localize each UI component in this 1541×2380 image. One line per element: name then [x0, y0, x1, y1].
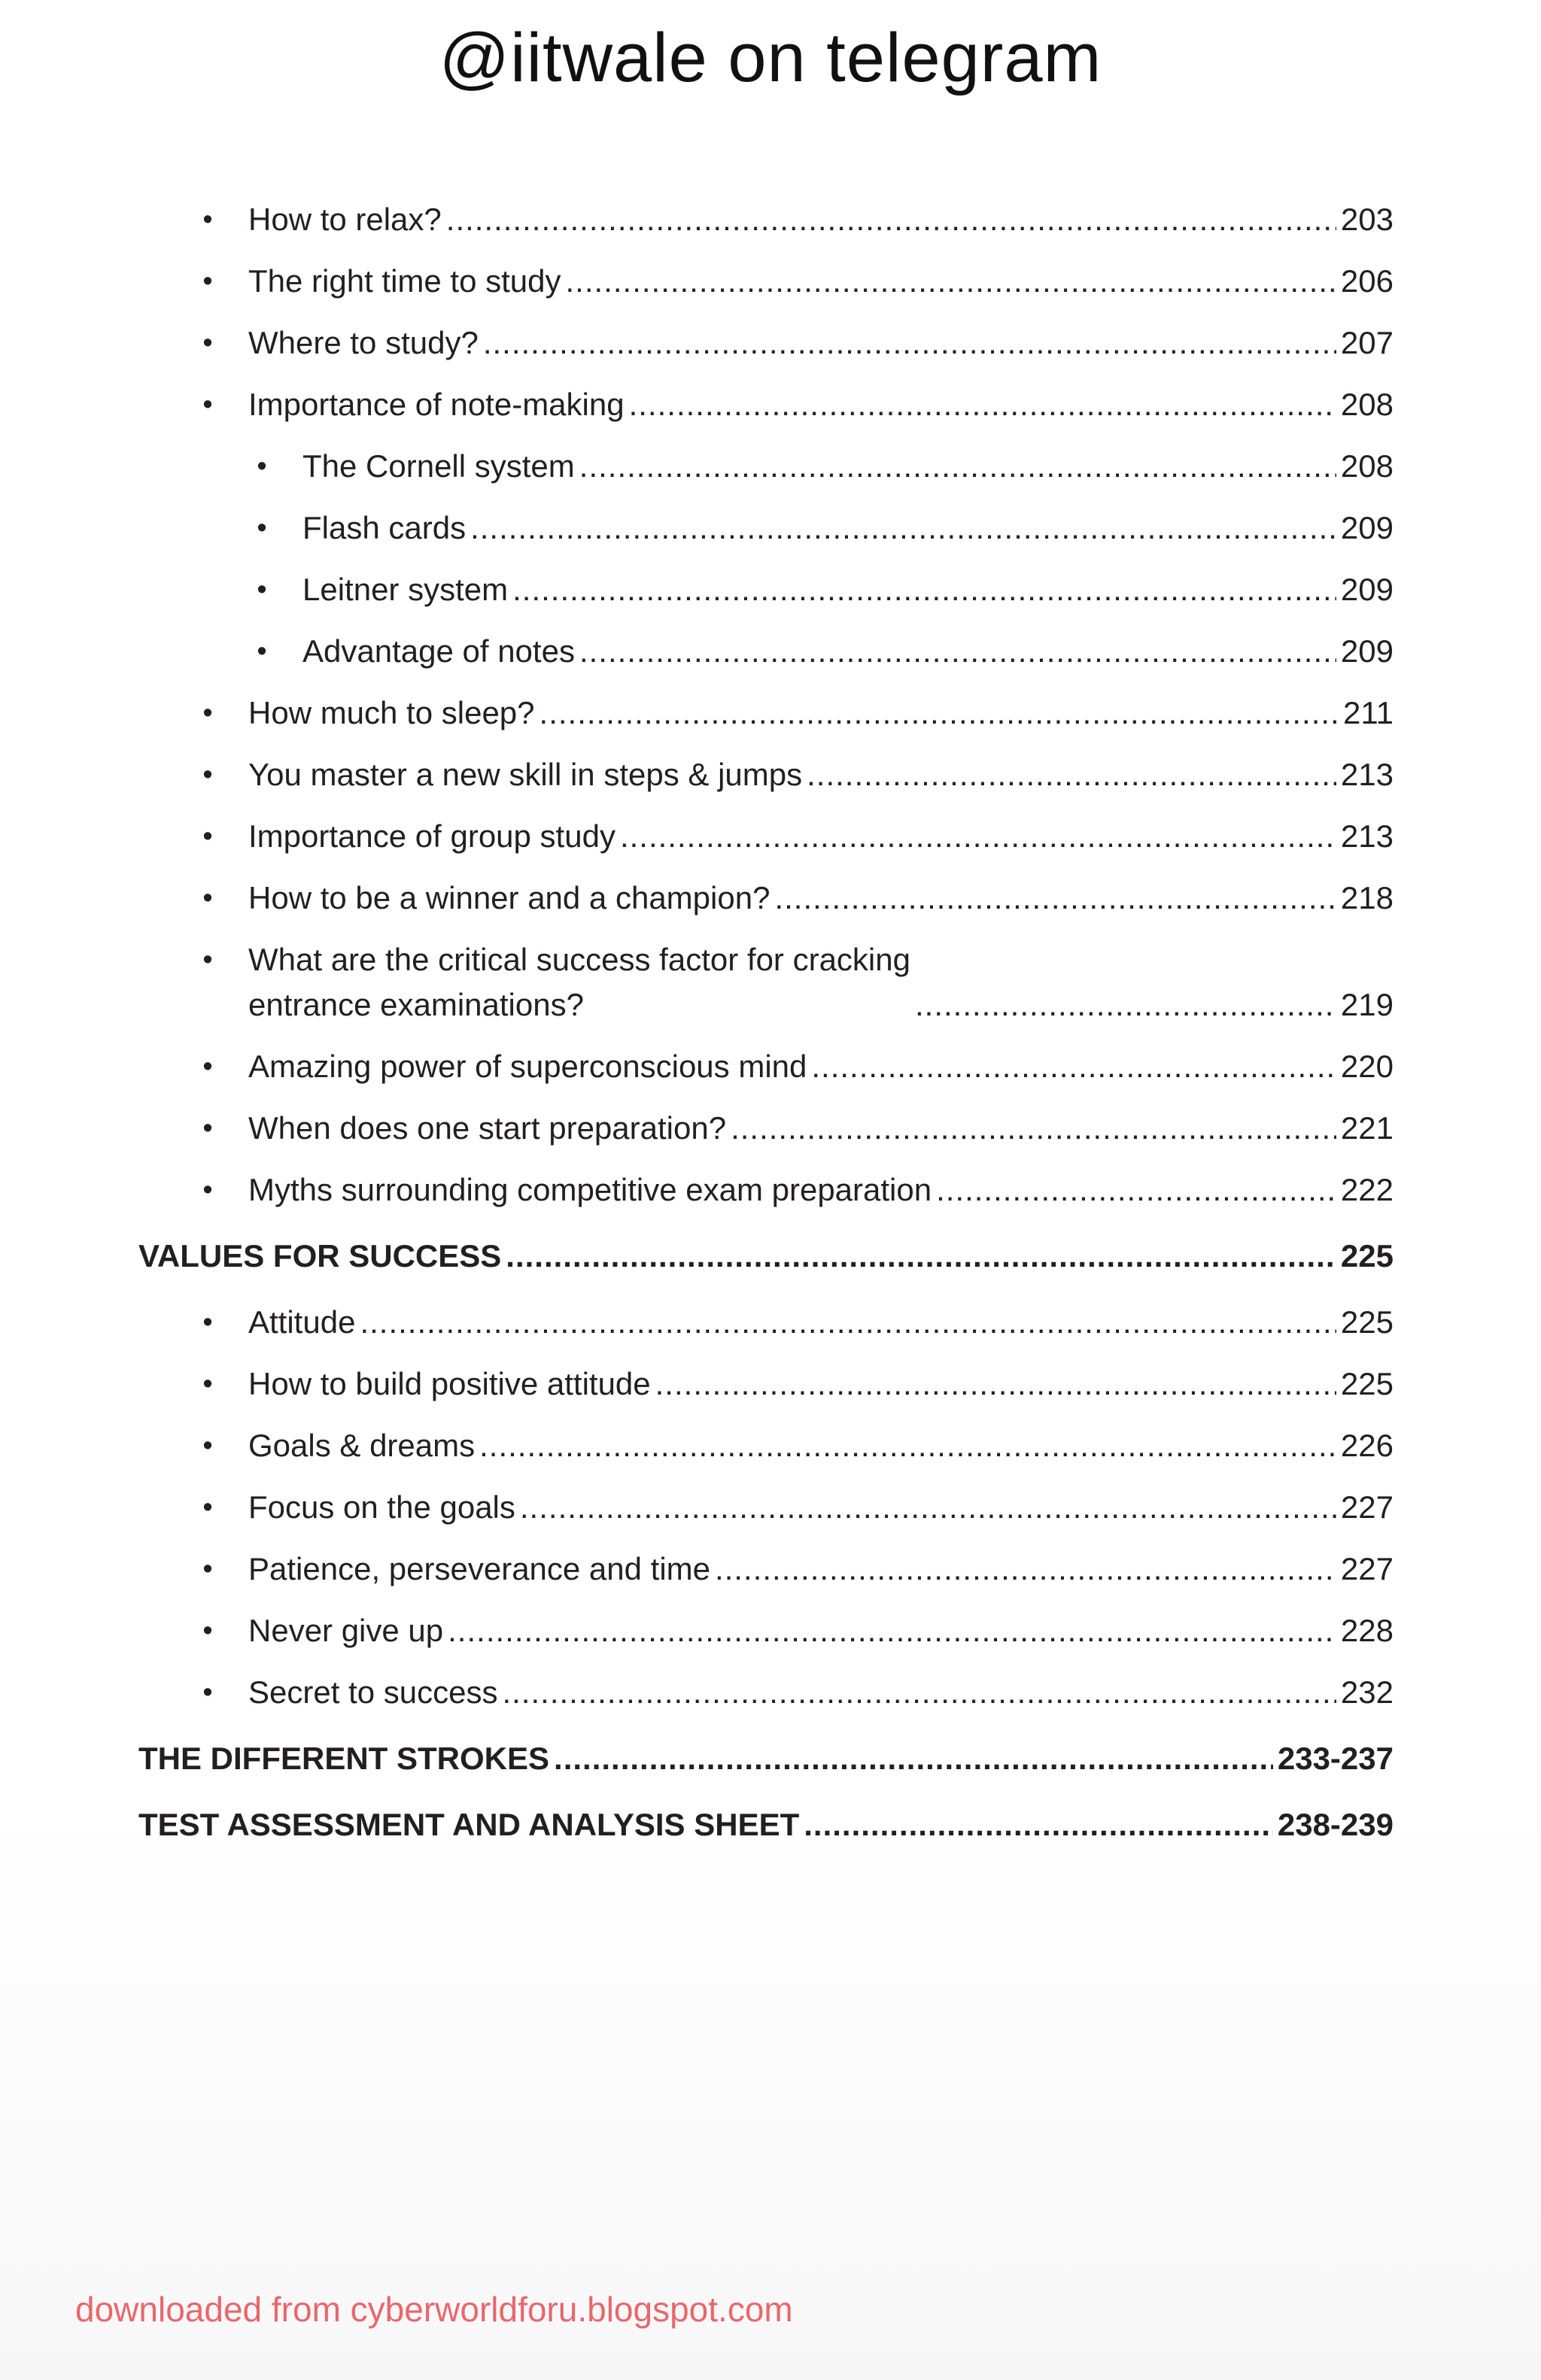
toc-entry-label: Importance of group study [248, 818, 615, 854]
toc-entry-attitude[interactable] [202, 1300, 1394, 1345]
dot-leader [655, 1362, 1336, 1407]
toc-entry-page: 218 [1340, 880, 1394, 915]
bullet-icon: • [202, 204, 213, 235]
toc-entry-label: Amazing power of superconscious mind [248, 1049, 807, 1084]
toc-entry-start-preparation[interactable] [202, 1106, 1394, 1151]
toc-entry-page: 220 [1340, 1049, 1394, 1084]
bullet-icon: • [202, 1492, 213, 1523]
toc-entry-page: 209 [1340, 572, 1394, 607]
toc-entry-page: 225 [1340, 1304, 1394, 1340]
toc-entry-page: 209 [1340, 633, 1394, 669]
toc-entry-cornell-system[interactable] [257, 444, 1394, 489]
dot-leader [936, 1167, 1336, 1213]
bullet-icon: • [202, 1430, 213, 1462]
toc-entry-page: 208 [1340, 448, 1394, 484]
dot-leader [579, 444, 1336, 489]
toc-section-page: 238-239 [1277, 1807, 1394, 1842]
toc-entry-label: Never give up [248, 1613, 444, 1648]
toc-entry-page: 225 [1340, 1366, 1394, 1401]
toc-entry-winner-and-champion[interactable] [202, 876, 1394, 921]
toc-entry-label: Advantage of notes [302, 633, 575, 669]
toc-entry-label: Importance of note-making [248, 387, 625, 422]
toc-entry-page: 227 [1340, 1489, 1394, 1525]
dot-leader [446, 197, 1336, 242]
toc-entry-patience[interactable] [202, 1547, 1394, 1592]
dot-leader [512, 567, 1336, 612]
toc-entry-group-study[interactable] [202, 814, 1394, 859]
toc-entry-secret-to-success[interactable] [202, 1670, 1394, 1715]
toc-entry-page: 211 [1343, 695, 1394, 730]
toc-entry-page: 228 [1340, 1613, 1394, 1648]
dot-leader [807, 752, 1336, 797]
toc-entry-page: 232 [1340, 1674, 1394, 1710]
bullet-icon: • [257, 574, 267, 606]
bullet-icon: • [202, 1553, 213, 1585]
toc-entry-page: 219 [1340, 987, 1394, 1022]
toc-entry-label: The Cornell system [302, 448, 575, 484]
toc-entry-master-new-skill[interactable] [202, 752, 1394, 797]
bullet-icon: • [202, 821, 213, 852]
toc-entry-page: 203 [1340, 202, 1394, 237]
dot-leader [506, 1234, 1336, 1279]
dot-leader [811, 1044, 1336, 1089]
dot-leader [470, 505, 1336, 551]
dot-leader [520, 1485, 1336, 1530]
toc-entry-label: Focus on the goals [248, 1489, 515, 1525]
dot-leader [479, 1423, 1336, 1468]
toc-entry-positive-attitude[interactable] [202, 1362, 1394, 1407]
toc-entry-page: 222 [1340, 1172, 1394, 1207]
toc-entry-right-time-to-study[interactable] [202, 259, 1394, 304]
bullet-icon: • [202, 266, 213, 297]
toc-entry-page: 206 [1340, 263, 1394, 299]
page-title: @iitwale on telegram [439, 20, 1102, 96]
dot-leader [804, 1802, 1273, 1847]
bullet-icon: • [257, 451, 267, 482]
bullet-icon: • [202, 759, 213, 791]
dot-leader [483, 320, 1336, 366]
toc-entry-importance-of-note-making[interactable] [202, 382, 1394, 427]
download-source-watermark: downloaded from cyberworldforu.blogspot.com [75, 2290, 793, 2329]
toc-entry-page: 207 [1340, 325, 1394, 360]
toc-entry-page: 208 [1340, 387, 1394, 422]
toc-entry-label: You master a new skill in steps & jumps [248, 757, 803, 792]
toc-entry-myths[interactable] [202, 1167, 1394, 1213]
dot-leader [715, 1547, 1336, 1592]
toc-entry-label: What are the critical success factor for cracking entrance examinations? [248, 942, 910, 1022]
bullet-icon: • [202, 1307, 213, 1338]
toc-entry-page: 213 [1340, 818, 1394, 854]
bullet-icon: • [202, 1113, 213, 1144]
toc-entry-label: How to build positive attitude [248, 1366, 651, 1401]
toc-entry-page: 221 [1340, 1110, 1394, 1146]
bullet-icon: • [202, 327, 213, 359]
toc-entry-how-much-to-sleep[interactable] [202, 691, 1394, 736]
bullet-icon: • [202, 1677, 213, 1708]
bullet-icon: • [202, 389, 213, 420]
toc-section-label: THE DIFFERENT STROKES [138, 1741, 550, 1776]
toc-entry-label: How to be a winner and a champion? [248, 880, 770, 915]
toc-section-label: TEST ASSESSMENT AND ANALYSIS SHEET [138, 1807, 800, 1842]
toc-entry-advantage-of-notes[interactable] [257, 629, 1394, 674]
dot-leader [731, 1106, 1336, 1151]
toc-entry-page: 226 [1340, 1428, 1394, 1463]
toc-entry-focus-on-goals[interactable] [202, 1485, 1394, 1530]
toc-entry-label: How to relax? [248, 202, 442, 237]
toc-entry-superconscious-mind[interactable] [202, 1044, 1394, 1089]
toc-section-different-strokes[interactable] [138, 1736, 1394, 1781]
dot-leader [774, 876, 1336, 921]
toc-section-values-for-success[interactable] [138, 1234, 1394, 1279]
bullet-icon: • [202, 1368, 213, 1400]
bullet-icon: • [202, 1051, 213, 1082]
toc-entry-where-to-study[interactable] [202, 320, 1394, 366]
dot-leader [502, 1670, 1336, 1715]
toc-entry-critical-success-factor[interactable] [202, 937, 1394, 1028]
toc-entry-page: 227 [1340, 1551, 1394, 1586]
toc-entry-label: Where to study? [248, 325, 479, 360]
toc-entry-label: When does one start preparation? [248, 1110, 727, 1146]
dot-leader [554, 1736, 1273, 1781]
toc-entry-goals-and-dreams[interactable] [202, 1423, 1394, 1468]
dot-leader [360, 1300, 1336, 1345]
toc-entry-label: Attitude [248, 1304, 356, 1340]
dot-leader [566, 259, 1336, 304]
toc-entry-flash-cards[interactable] [257, 505, 1394, 551]
dot-leader [448, 1608, 1336, 1653]
toc-entry-label: Patience, perseverance and time [248, 1551, 711, 1586]
toc-section-page: 225 [1340, 1238, 1394, 1273]
toc-entry-label: Myths surrounding competitive exam preparation [248, 1172, 932, 1207]
toc-entry-label: Leitner system [302, 572, 509, 607]
bullet-icon: • [202, 1174, 213, 1206]
toc-entry-label: The right time to study [248, 263, 561, 299]
toc-entry-label: Goals & dreams [248, 1428, 476, 1463]
dot-leader [620, 814, 1336, 859]
bullet-icon: • [257, 512, 267, 544]
dot-leader [915, 982, 1336, 1028]
toc-entry-page: 209 [1340, 510, 1394, 545]
bullet-icon: • [202, 944, 213, 976]
toc-entry-label: Secret to success [248, 1674, 498, 1710]
dot-leader [579, 629, 1336, 674]
dot-leader [629, 382, 1336, 427]
toc-entry-page: 213 [1340, 757, 1394, 792]
bullet-icon: • [202, 1615, 213, 1647]
toc-entry-how-to-relax[interactable] [202, 197, 1394, 242]
dot-leader [540, 691, 1339, 736]
toc-entry-label: How much to sleep? [248, 695, 535, 730]
toc-entry-label: Flash cards [302, 510, 467, 545]
toc-section-label: VALUES FOR SUCCESS [138, 1238, 502, 1273]
toc-entry-never-give-up[interactable] [202, 1608, 1394, 1653]
toc-section-page: 233-237 [1277, 1741, 1394, 1776]
toc-entry-leitner-system[interactable] [257, 567, 1394, 612]
toc-section-test-assessment[interactable] [138, 1802, 1394, 1847]
bullet-icon: • [202, 697, 213, 729]
bullet-icon: • [257, 636, 267, 667]
bullet-icon: • [202, 882, 213, 914]
